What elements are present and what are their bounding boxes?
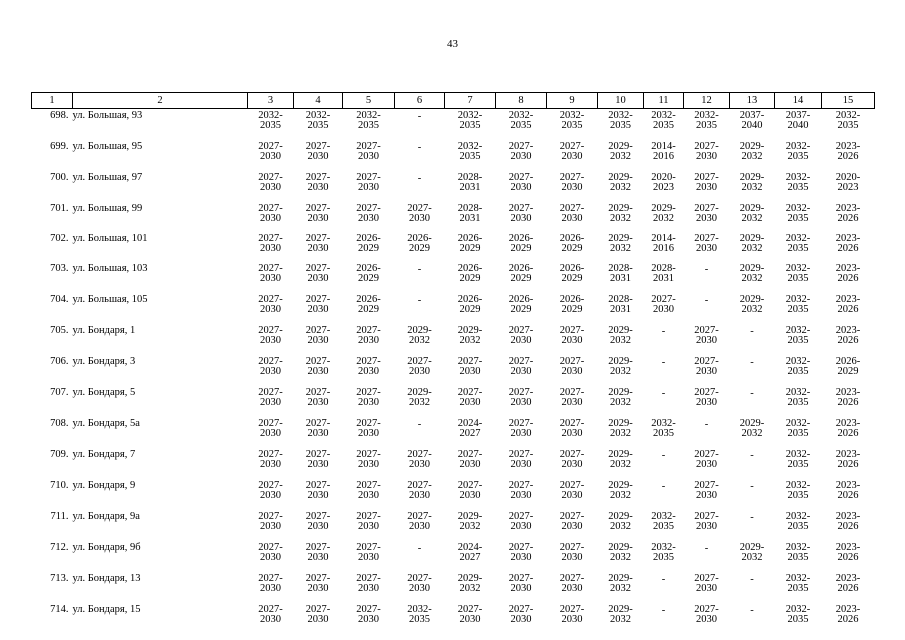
- period-cell: 2029- 2032: [608, 480, 633, 501]
- period-cell: 2027- 2030: [258, 604, 283, 625]
- period-cell: 2027- 2030: [457, 480, 483, 501]
- period-cell: 2027- 2030: [559, 449, 585, 470]
- period-cell: 2027- 2030: [559, 356, 585, 377]
- column-header: 14: [775, 93, 822, 109]
- address-cell: ул. Большая, 103: [72, 263, 148, 274]
- column-header: 7: [445, 93, 496, 109]
- address-cell: ул. Большая, 105: [72, 294, 148, 305]
- period-cell: 2023- 2026: [835, 203, 861, 224]
- period-cell: -: [417, 142, 422, 153]
- period-cell: 2027- 2030: [457, 604, 483, 625]
- column-header: 5: [343, 93, 395, 109]
- period-cell: 2023- 2026: [835, 263, 861, 284]
- period-cell: -: [417, 543, 422, 554]
- period-cell: 2020- 2023: [835, 172, 861, 193]
- period-cell: 2027- 2030: [508, 480, 534, 501]
- period-cell: 2026- 2029: [356, 294, 381, 315]
- period-cell: 2032- 2035: [785, 263, 811, 284]
- period-cell: 2032- 2035: [651, 418, 676, 439]
- period-cell: -: [704, 295, 709, 306]
- period-cell: 2027- 2030: [508, 356, 534, 377]
- table-row: [32, 140, 875, 171]
- period-cell: 2026- 2029: [457, 233, 483, 254]
- period-cell: 2027- 2030: [508, 387, 534, 408]
- row-number: 701.: [50, 203, 69, 214]
- period-cell: 2023- 2026: [835, 511, 861, 532]
- period-cell: 2029- 2032: [651, 203, 676, 224]
- table-row: [32, 572, 875, 603]
- period-cell: 2027- 2030: [305, 203, 331, 224]
- period-cell: -: [704, 264, 709, 275]
- address-cell: ул. Бондаря, 9: [72, 480, 136, 491]
- period-cell: 2029- 2032: [739, 418, 765, 439]
- period-cell: 2027- 2030: [508, 172, 534, 193]
- period-cell: 2027- 2030: [356, 449, 381, 470]
- period-cell: 2028- 2031: [457, 203, 483, 224]
- period-cell: -: [417, 419, 422, 430]
- period-cell: 2014- 2016: [651, 141, 676, 162]
- address-cell: ул. Большая, 101: [72, 233, 148, 244]
- period-cell: 2027- 2030: [508, 542, 534, 563]
- period-cell: 2027- 2030: [258, 325, 283, 346]
- period-cell: 2023- 2026: [835, 233, 861, 254]
- period-cell: 2026- 2029: [457, 294, 483, 315]
- period-cell: 2029- 2032: [739, 203, 765, 224]
- period-cell: 2023- 2026: [835, 480, 861, 501]
- period-cell: -: [661, 357, 666, 368]
- table-row: [32, 479, 875, 510]
- period-cell: 2027- 2030: [694, 511, 719, 532]
- row-number: 699.: [50, 141, 69, 152]
- row-number: 705.: [50, 325, 69, 336]
- period-cell: 2026- 2029: [508, 263, 534, 284]
- period-cell: 2026- 2029: [559, 294, 585, 315]
- period-cell: 2029- 2032: [457, 325, 483, 346]
- period-cell: 2023- 2026: [835, 387, 861, 408]
- address-cell: ул. Большая, 93: [72, 110, 143, 121]
- period-cell: -: [750, 326, 754, 337]
- period-cell: 2027- 2030: [356, 141, 381, 162]
- row-number: 710.: [50, 480, 69, 491]
- period-cell: 2032- 2035: [651, 542, 676, 563]
- period-cell: 2026- 2029: [559, 263, 585, 284]
- period-cell: 2032- 2035: [785, 325, 811, 346]
- period-cell: 2026- 2029: [356, 233, 381, 254]
- period-cell: 2027- 2030: [508, 573, 534, 594]
- period-cell: 2027- 2030: [559, 203, 585, 224]
- row-number: 698.: [50, 110, 69, 121]
- address-cell: ул. Бондаря, 7: [72, 449, 136, 460]
- period-cell: 2024- 2027: [457, 542, 483, 563]
- period-cell: 2027- 2030: [559, 172, 585, 193]
- period-cell: 2032- 2035: [785, 172, 811, 193]
- address-cell: ул. Бондаря, 5а: [72, 418, 140, 429]
- period-cell: 2027- 2030: [305, 387, 331, 408]
- period-cell: -: [417, 173, 422, 184]
- period-cell: 2027- 2030: [305, 418, 331, 439]
- table-row: [32, 109, 875, 141]
- row-number: 709.: [50, 449, 69, 460]
- period-cell: 2023- 2026: [835, 542, 861, 563]
- period-cell: 2027- 2030: [559, 325, 585, 346]
- column-header: 3: [248, 93, 294, 109]
- period-cell: 2032- 2035: [785, 511, 811, 532]
- table-row: [32, 510, 875, 541]
- period-cell: 2029- 2032: [608, 573, 633, 594]
- period-cell: 2032- 2035: [508, 110, 534, 131]
- period-cell: 2027- 2030: [457, 449, 483, 470]
- period-cell: 2023- 2026: [835, 418, 861, 439]
- column-header: 11: [644, 93, 684, 109]
- period-cell: 2027- 2030: [356, 480, 381, 501]
- period-cell: 2027- 2030: [694, 141, 719, 162]
- period-cell: 2027- 2030: [508, 511, 534, 532]
- period-cell: -: [704, 419, 709, 430]
- period-cell: -: [750, 450, 754, 461]
- period-cell: 2027- 2030: [356, 203, 381, 224]
- period-cell: 2032- 2035: [785, 542, 811, 563]
- address-cell: ул. Бондаря, 13: [72, 573, 141, 584]
- period-cell: 2027- 2030: [694, 480, 719, 501]
- column-header: 8: [496, 93, 547, 109]
- row-number: 708.: [50, 418, 69, 429]
- period-cell: -: [661, 605, 666, 616]
- period-cell: 2027- 2030: [407, 573, 432, 594]
- period-cell: 2027- 2030: [258, 573, 283, 594]
- period-cell: 2027- 2030: [694, 449, 719, 470]
- period-cell: 2032- 2035: [785, 233, 811, 254]
- period-cell: 2028- 2031: [651, 263, 676, 284]
- period-cell: 2032- 2035: [457, 110, 483, 131]
- period-cell: 2027- 2030: [305, 294, 331, 315]
- period-cell: 2029- 2032: [608, 387, 633, 408]
- period-cell: 2027- 2030: [559, 604, 585, 625]
- period-cell: -: [661, 481, 666, 492]
- row-number: 707.: [50, 387, 69, 398]
- period-cell: 2027- 2030: [407, 203, 432, 224]
- period-cell: 2027- 2030: [457, 356, 483, 377]
- period-cell: 2032- 2035: [785, 203, 811, 224]
- period-cell: 2023- 2026: [835, 449, 861, 470]
- period-cell: 2032- 2035: [785, 356, 811, 377]
- table-row: [32, 202, 875, 232]
- table-row: [32, 448, 875, 479]
- period-cell: 2029- 2032: [739, 263, 765, 284]
- period-cell: 2026- 2029: [835, 356, 861, 377]
- table-row: [32, 324, 875, 355]
- period-cell: 2029- 2032: [608, 511, 633, 532]
- table-row: [32, 171, 875, 202]
- header-row: [32, 93, 875, 109]
- period-cell: 2027- 2030: [356, 604, 381, 625]
- schedule-table: [31, 92, 875, 634]
- period-cell: 2032- 2035: [305, 110, 331, 131]
- period-cell: 2023- 2026: [835, 325, 861, 346]
- period-cell: 2027- 2030: [356, 325, 381, 346]
- table-row: [32, 603, 875, 634]
- period-cell: 2027- 2030: [305, 263, 331, 284]
- period-cell: -: [750, 512, 754, 523]
- period-cell: 2026- 2029: [508, 294, 534, 315]
- period-cell: 2014- 2016: [651, 233, 676, 254]
- period-cell: 2029- 2032: [739, 141, 765, 162]
- period-cell: 2027- 2030: [305, 356, 331, 377]
- address-cell: ул. Бондаря, 3: [72, 356, 136, 367]
- period-cell: 2026- 2029: [457, 263, 483, 284]
- period-cell: 2029- 2032: [608, 418, 633, 439]
- address-cell: ул. Большая, 95: [72, 141, 143, 152]
- period-cell: 2032- 2035: [785, 604, 811, 625]
- period-cell: 2027- 2030: [407, 356, 432, 377]
- column-header: 13: [730, 93, 775, 109]
- period-cell: 2027- 2030: [407, 449, 432, 470]
- period-cell: 2027- 2030: [694, 604, 719, 625]
- row-number: 700.: [50, 172, 69, 183]
- period-cell: 2032- 2035: [785, 387, 811, 408]
- period-cell: 2027- 2030: [508, 418, 534, 439]
- column-header: 1: [32, 93, 73, 109]
- period-cell: 2027- 2030: [559, 573, 585, 594]
- row-number: 714.: [50, 604, 69, 615]
- period-cell: 2027- 2030: [356, 387, 381, 408]
- period-cell: 2027- 2030: [508, 141, 534, 162]
- period-cell: 2032- 2035: [694, 110, 719, 131]
- address-cell: ул. Бондаря, 1: [72, 325, 136, 336]
- period-cell: 2027- 2030: [305, 233, 331, 254]
- period-cell: 2032- 2035: [407, 604, 432, 625]
- address-cell: ул. Бондаря, 9а: [72, 511, 140, 522]
- row-number: 703.: [50, 263, 69, 274]
- period-cell: 2027- 2030: [258, 203, 283, 224]
- period-cell: 2027- 2030: [457, 387, 483, 408]
- period-cell: 2032- 2035: [608, 110, 633, 131]
- period-cell: 2029- 2032: [608, 449, 633, 470]
- period-cell: 2032- 2035: [457, 141, 483, 162]
- period-cell: 2028- 2031: [608, 294, 633, 315]
- period-cell: 2027- 2030: [508, 325, 534, 346]
- page-number: 43: [447, 38, 458, 50]
- period-cell: 2032- 2035: [785, 294, 811, 315]
- period-cell: 2026- 2029: [559, 233, 585, 254]
- period-cell: 2027- 2030: [258, 387, 283, 408]
- period-cell: 2032- 2035: [356, 110, 381, 131]
- address-cell: ул. Бондаря, 15: [72, 604, 141, 615]
- period-cell: 2027- 2030: [559, 418, 585, 439]
- period-cell: 2024- 2027: [457, 418, 483, 439]
- period-cell: 2027- 2030: [258, 542, 283, 563]
- period-cell: 2027- 2030: [356, 542, 381, 563]
- period-cell: 2037- 2040: [785, 110, 811, 131]
- period-cell: -: [750, 388, 754, 399]
- period-cell: 2027- 2030: [258, 172, 283, 193]
- table-row: [32, 417, 875, 448]
- period-cell: 2027- 2030: [305, 325, 331, 346]
- period-cell: 2027- 2030: [356, 172, 381, 193]
- period-cell: 2027- 2030: [258, 511, 283, 532]
- period-cell: 2027- 2030: [694, 356, 719, 377]
- period-cell: 2020- 2023: [651, 172, 676, 193]
- row-number: 706.: [50, 356, 69, 367]
- period-cell: 2026- 2029: [407, 233, 432, 254]
- period-cell: -: [661, 450, 666, 461]
- period-cell: 2032- 2035: [785, 141, 811, 162]
- period-cell: 2027- 2030: [694, 172, 719, 193]
- period-cell: 2027- 2030: [559, 511, 585, 532]
- period-cell: 2023- 2026: [835, 573, 861, 594]
- period-cell: 2023- 2026: [835, 141, 861, 162]
- period-cell: -: [661, 326, 666, 337]
- period-cell: 2027- 2030: [559, 542, 585, 563]
- period-cell: -: [750, 574, 754, 585]
- period-cell: 2027- 2030: [694, 233, 719, 254]
- period-cell: -: [417, 264, 422, 275]
- period-cell: 2032- 2035: [559, 110, 585, 131]
- period-cell: 2037- 2040: [739, 110, 765, 131]
- period-cell: 2029- 2032: [608, 141, 633, 162]
- period-cell: 2026- 2029: [508, 233, 534, 254]
- period-cell: 2027- 2030: [258, 141, 283, 162]
- period-cell: -: [750, 357, 754, 368]
- row-number: 711.: [50, 511, 69, 522]
- period-cell: 2029- 2032: [407, 325, 432, 346]
- period-cell: 2029- 2032: [739, 294, 765, 315]
- period-cell: 2032- 2035: [651, 110, 676, 131]
- period-cell: 2029- 2032: [608, 203, 633, 224]
- column-header: 2: [73, 93, 248, 109]
- table-row: [32, 386, 875, 417]
- period-cell: 2027- 2030: [258, 418, 283, 439]
- column-header: 15: [822, 93, 875, 109]
- period-cell: 2028- 2031: [457, 172, 483, 193]
- period-cell: -: [661, 574, 666, 585]
- table-row: [32, 262, 875, 293]
- period-cell: 2027- 2030: [305, 542, 331, 563]
- period-cell: 2029- 2032: [457, 511, 483, 532]
- period-cell: -: [750, 605, 754, 616]
- period-cell: 2027- 2030: [694, 387, 719, 408]
- column-header: 4: [294, 93, 343, 109]
- period-cell: -: [417, 111, 422, 122]
- period-cell: 2027- 2030: [258, 449, 283, 470]
- period-cell: 2027- 2030: [356, 356, 381, 377]
- period-cell: -: [417, 295, 422, 306]
- period-cell: 2029- 2032: [739, 172, 765, 193]
- period-cell: 2027- 2030: [305, 449, 331, 470]
- row-number: 702.: [50, 233, 69, 244]
- address-cell: ул. Большая, 99: [72, 203, 143, 214]
- column-header: 9: [547, 93, 598, 109]
- address-cell: ул. Бондаря, 9б: [72, 542, 141, 553]
- table-row: [32, 355, 875, 386]
- period-cell: -: [750, 481, 754, 492]
- period-cell: 2027- 2030: [258, 356, 283, 377]
- table-row: [32, 293, 875, 324]
- period-cell: 2027- 2030: [305, 141, 331, 162]
- period-cell: 2027- 2030: [559, 141, 585, 162]
- period-cell: 2027- 2030: [694, 203, 719, 224]
- period-cell: 2027- 2030: [258, 480, 283, 501]
- period-cell: 2032- 2035: [651, 511, 676, 532]
- period-cell: 2032- 2035: [785, 418, 811, 439]
- period-cell: 2027- 2030: [694, 573, 719, 594]
- column-header: 6: [395, 93, 445, 109]
- period-cell: 2027- 2030: [508, 203, 534, 224]
- period-cell: 2032- 2035: [785, 573, 811, 594]
- period-cell: 2023- 2026: [835, 294, 861, 315]
- period-cell: 2029- 2032: [608, 604, 633, 625]
- row-number: 713.: [50, 573, 69, 584]
- period-cell: 2027- 2030: [508, 604, 534, 625]
- period-cell: -: [661, 388, 666, 399]
- period-cell: 2027- 2030: [407, 511, 432, 532]
- period-cell: 2027- 2030: [356, 418, 381, 439]
- period-cell: 2027- 2030: [305, 480, 331, 501]
- table-body: [32, 109, 875, 635]
- period-cell: 2027- 2030: [508, 449, 534, 470]
- table-row: [32, 232, 875, 262]
- period-cell: 2026- 2029: [356, 263, 381, 284]
- period-cell: 2029- 2032: [739, 542, 765, 563]
- period-cell: 2029- 2032: [608, 325, 633, 346]
- column-header: 10: [598, 93, 644, 109]
- period-cell: 2027- 2030: [258, 263, 283, 284]
- row-number: 704.: [50, 294, 69, 305]
- period-cell: 2023- 2026: [835, 604, 861, 625]
- period-cell: 2029- 2032: [608, 542, 633, 563]
- period-cell: 2027- 2030: [651, 294, 676, 315]
- period-cell: 2032- 2035: [835, 110, 861, 131]
- table-row: [32, 541, 875, 572]
- address-cell: ул. Большая, 97: [72, 172, 143, 183]
- period-cell: 2027- 2030: [407, 480, 432, 501]
- period-cell: 2027- 2030: [305, 172, 331, 193]
- period-cell: 2027- 2030: [356, 573, 381, 594]
- period-cell: 2029- 2032: [608, 233, 633, 254]
- period-cell: 2032- 2035: [785, 449, 811, 470]
- period-cell: 2027- 2030: [305, 604, 331, 625]
- row-number: 712.: [50, 542, 69, 553]
- period-cell: 2029- 2032: [407, 387, 432, 408]
- address-cell: ул. Бондаря, 5: [72, 387, 136, 398]
- column-header: 12: [684, 93, 730, 109]
- period-cell: -: [704, 543, 709, 554]
- period-cell: 2028- 2031: [608, 263, 633, 284]
- period-cell: 2029- 2032: [608, 356, 633, 377]
- period-cell: 2027- 2030: [559, 387, 585, 408]
- period-cell: 2029- 2032: [739, 233, 765, 254]
- period-cell: 2027- 2030: [356, 511, 381, 532]
- period-cell: 2027- 2030: [258, 233, 283, 254]
- table-header: [32, 93, 875, 109]
- period-cell: 2029- 2032: [608, 172, 633, 193]
- period-cell: 2027- 2030: [305, 511, 331, 532]
- period-cell: 2027- 2030: [258, 294, 283, 315]
- period-cell: 2032- 2035: [785, 480, 811, 501]
- period-cell: 2027- 2030: [694, 325, 719, 346]
- period-cell: 2027- 2030: [559, 480, 585, 501]
- period-cell: 2032- 2035: [258, 110, 283, 131]
- period-cell: 2027- 2030: [305, 573, 331, 594]
- period-cell: 2029- 2032: [457, 573, 483, 594]
